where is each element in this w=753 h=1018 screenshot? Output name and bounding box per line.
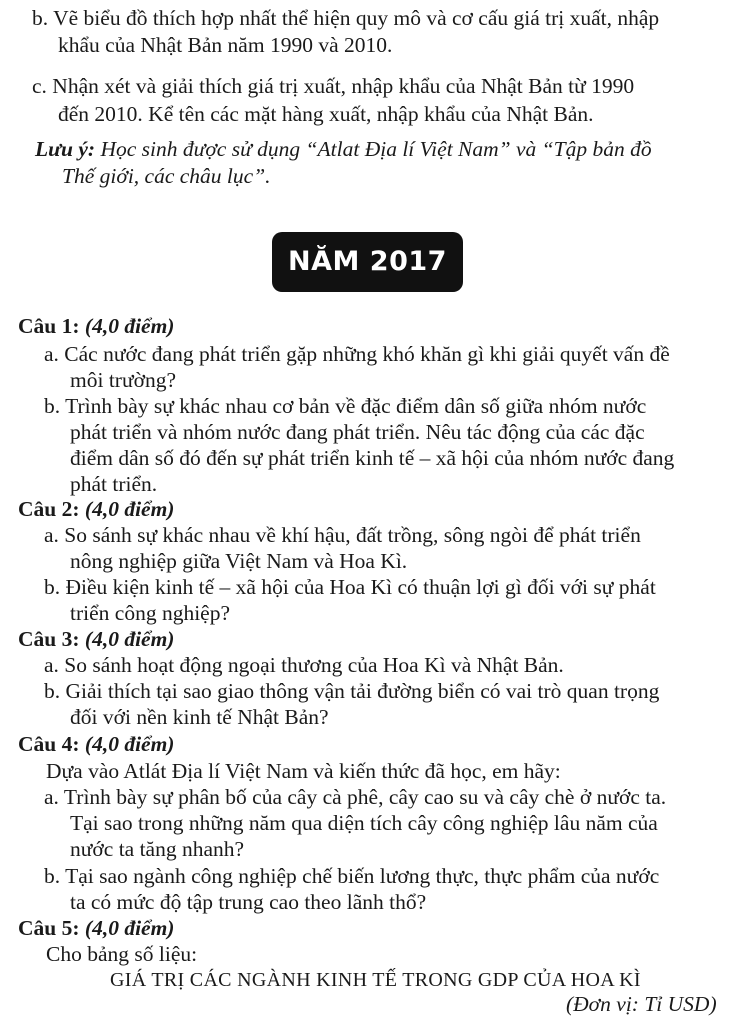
q3-a-line-1: a. So sánh hoạt động ngoại thương của Hoa Kì và Nhật Bản. xyxy=(44,653,564,677)
q4-b-line-2: ta có mức độ tập trung cao theo lãnh thổ? xyxy=(70,890,427,914)
item-b-line-2: khẩu của Nhật Bản năm 1990 và 2010. xyxy=(58,33,393,57)
question-3-heading xyxy=(18,625,174,653)
question-1-score: (4,0 điểm) xyxy=(84,314,175,338)
q1-b-line-1: b. Trình bày sự khác nhau cơ bản về đặc điểm dân số giữa nhóm nước xyxy=(44,394,647,418)
q1-a-line-2: môi trường? xyxy=(70,368,177,392)
question-1-label: Câu 1: xyxy=(18,314,80,338)
question-5-score: (4,0 điểm) xyxy=(84,916,175,940)
q3-b-line-2: đối với nền kinh tế Nhật Bản? xyxy=(70,705,329,729)
question-5-label: Câu 5: xyxy=(18,916,80,940)
q1-b-line-4: phát triển. xyxy=(70,472,158,496)
q4-a-line-1: a. Trình bày sự phân bố của cây cà phê, cây cao su và cây chè ở nước ta. xyxy=(44,785,667,809)
q2-b-line-2: triển công nghiệp? xyxy=(70,601,231,625)
question-2-label: Câu 2: xyxy=(18,497,80,521)
question-1-heading xyxy=(18,312,174,340)
question-5-heading xyxy=(18,914,174,942)
table-title: GIÁ TRỊ CÁC NGÀNH KINH TẾ TRONG GDP CỦA HOA KÌ xyxy=(110,969,641,991)
q4-a-line-2: Tại sao trong những năm qua diện tích cây công nghiệp lâu năm của xyxy=(70,811,658,835)
item-b-line-1: b. Vẽ biểu đồ thích hợp nhất thể hiện quy mô và cơ cấu giá trị xuất, nhập xyxy=(32,6,660,30)
question-3-score: (4,0 điểm) xyxy=(84,627,175,651)
question-4-heading xyxy=(18,730,174,758)
note-text: Học sinh được sử dụng “Atlat Địa lí Việt Nam” và “Tập bản đồ xyxy=(100,137,652,161)
year-banner: NĂM 2017 xyxy=(272,232,463,292)
question-4-label: Câu 4: xyxy=(18,732,80,756)
note-line-2: Thế giới, các châu lục”. xyxy=(62,164,271,188)
q2-a-line-1: a. So sánh sự khác nhau về khí hậu, đất trồng, sông ngòi để phát triển xyxy=(44,523,641,547)
note-label: Lưu ý: xyxy=(35,137,96,161)
q2-a-line-2: nông nghiệp giữa Việt Nam và Hoa Kì. xyxy=(70,549,408,573)
question-2-score: (4,0 điểm) xyxy=(84,497,175,521)
q2-b-line-1: b. Điều kiện kinh tế – xã hội của Hoa Kì có thuận lợi gì đối với sự phát xyxy=(44,575,656,599)
q3-b-line-1: b. Giải thích tại sao giao thông vận tải đường biển có vai trò quan trọng xyxy=(44,679,660,703)
table-unit: (Đơn vị: Tỉ USD) xyxy=(566,992,717,1016)
q1-b-line-2: phát triển và nhóm nước đang phát triển. Nêu tác động của các đặc xyxy=(70,420,645,444)
q1-b-line-3: điểm dân số đó đến sự phát triển kinh tế – xã hội của nhóm nước đang xyxy=(70,446,675,470)
item-c-line-2: đến 2010. Kể tên các mặt hàng xuất, nhập khẩu của Nhật Bản. xyxy=(58,102,594,126)
note-line-1 xyxy=(35,135,652,163)
q5-intro: Cho bảng số liệu: xyxy=(46,942,198,966)
q4-a-line-3: nước ta tăng nhanh? xyxy=(70,837,245,861)
q1-a-line-1: a. Các nước đang phát triển gặp những khó khăn gì khi giải quyết vấn đề xyxy=(44,342,670,366)
q4-b-line-1: b. Tại sao ngành công nghiệp chế biến lương thực, thực phẩm của nước xyxy=(44,864,660,888)
item-c-line-1: c. Nhận xét và giải thích giá trị xuất, nhập khẩu của Nhật Bản từ 1990 xyxy=(32,74,635,98)
question-2-heading xyxy=(18,495,174,523)
question-3-label: Câu 3: xyxy=(18,627,80,651)
question-4-score: (4,0 điểm) xyxy=(84,732,175,756)
q4-intro: Dựa vào Atlát Địa lí Việt Nam và kiến thức đã học, em hãy: xyxy=(46,759,561,783)
